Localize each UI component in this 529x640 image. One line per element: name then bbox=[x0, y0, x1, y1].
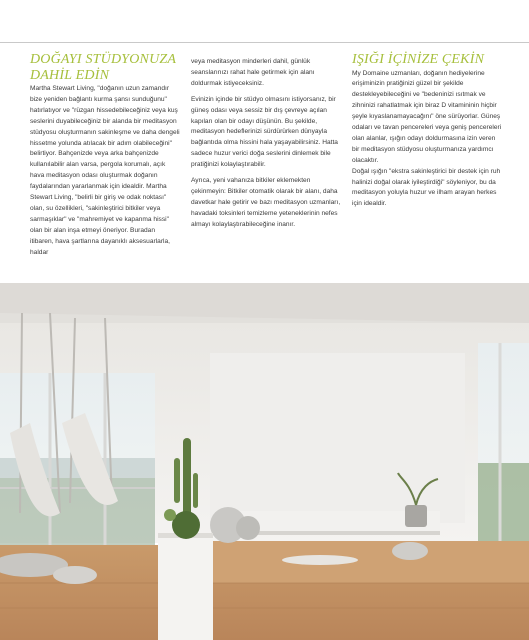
column-right bbox=[352, 52, 502, 210]
heading-light: IŞIĞI İÇİNİZE ÇEKİN bbox=[352, 52, 485, 67]
meditation-room-photo bbox=[0, 283, 529, 640]
heading-nature: DOĞAYI STÜDYONUZA DAHİL EDİN bbox=[30, 52, 176, 83]
paragraph-natural-light: Doğal ışığın "ekstra sakinleştirici bir destek için ruh halinizi doğal olarak iyileştirdiği" söyleniyor, bu da meditasyon yoluyla huzur ve ilham arayan herkes için idealdir. bbox=[352, 167, 501, 208]
paragraph-plants: Ayrıca, yeni vahanıza bitkiler eklemekten çekinmeyin: Bitkiler otomatik olarak bir alanı, daha davetkar hale getirir ve bazı meditasyon uzmanları, havadaki toksinleri temizleme yeteneklerinin nefes almayı kolaylaştırabileceğine inanır. bbox=[191, 177, 341, 228]
top-rule bbox=[0, 42, 529, 43]
paragraph-indoor-studio: Evinizin içinde bir stüdyo olmasını istiyorsanız, bir güneş odası veya sessiz bir dış çevreye açılan kapıları olan bir odayı düşünün. Bu şekilde, meditasyon hedeflerinizi sürdürürken dünyayla bağlantıda olma hissini hala yaşayabilirsiniz. Hatta sadece huzur verici doğa seslerini dinlemek bile pratiğinizi kolaylaştırabilir. bbox=[191, 95, 338, 169]
column-left bbox=[30, 52, 180, 259]
paragraph-cushions: veya meditasyon minderleri dahil, günlük seanslarınızı rahat hale getirmek için alanı doldurmak istiyeceksiniz. bbox=[191, 58, 315, 87]
paragraph-light: My Domaine uzmanları, doğanın hediyelerine erişiminizin pratiğinizi güzel bir şekilde destekleyebileceğini ve "bedeninizi ısıtmak ve zihninizi rahatlatmak için biraz D vitamininin hiçbir şeyle kıyaslanamayacağını" öne sürüyorlar. Güneş odaları ve tavan pencereleri veya geniş pencereleri olan alanlar, ışığın odayı doldurmasına izin veren bir meditasyon stüdyosu oluşturmanıza yardımcı olacaktır. bbox=[352, 69, 502, 164]
column-middle bbox=[191, 57, 341, 231]
paragraph-nature: Martha Stewart Living, "doğanın uzun zamandır bize yeniden bağlantı kurma şansı sunduğunu" hatırlatıyor ve "rüzgarı hissedebileceğiniz veya kuş seslerini duyabileceğiniz bir alanda bir meditasyon stüdyosu oluşturmanın sakinleşme ve daha dengeli hissetme yolunda atılacak bir adım olabileceğini" belirtiyor. Bahçenizde veya arka bahçenizde kullanılabilir alan varsa, pergola korumalı, açık hava meditasyon odası oluşturmak doğanın faydalarından yararlanmak için idealdir. Martha Stewart Living, "belirli bir giriş ve odak noktası" olan, su özellikleri, "sakinleştirici bitkiler veya sarmaşıklar" ve "mahremiyet ve kapanma hissi" olan bir alan inşa etmeyi öneriyor. Buradan itibaren, hava şartlarına dayanıklı aksesuarlarla, haldar bbox=[30, 85, 180, 256]
